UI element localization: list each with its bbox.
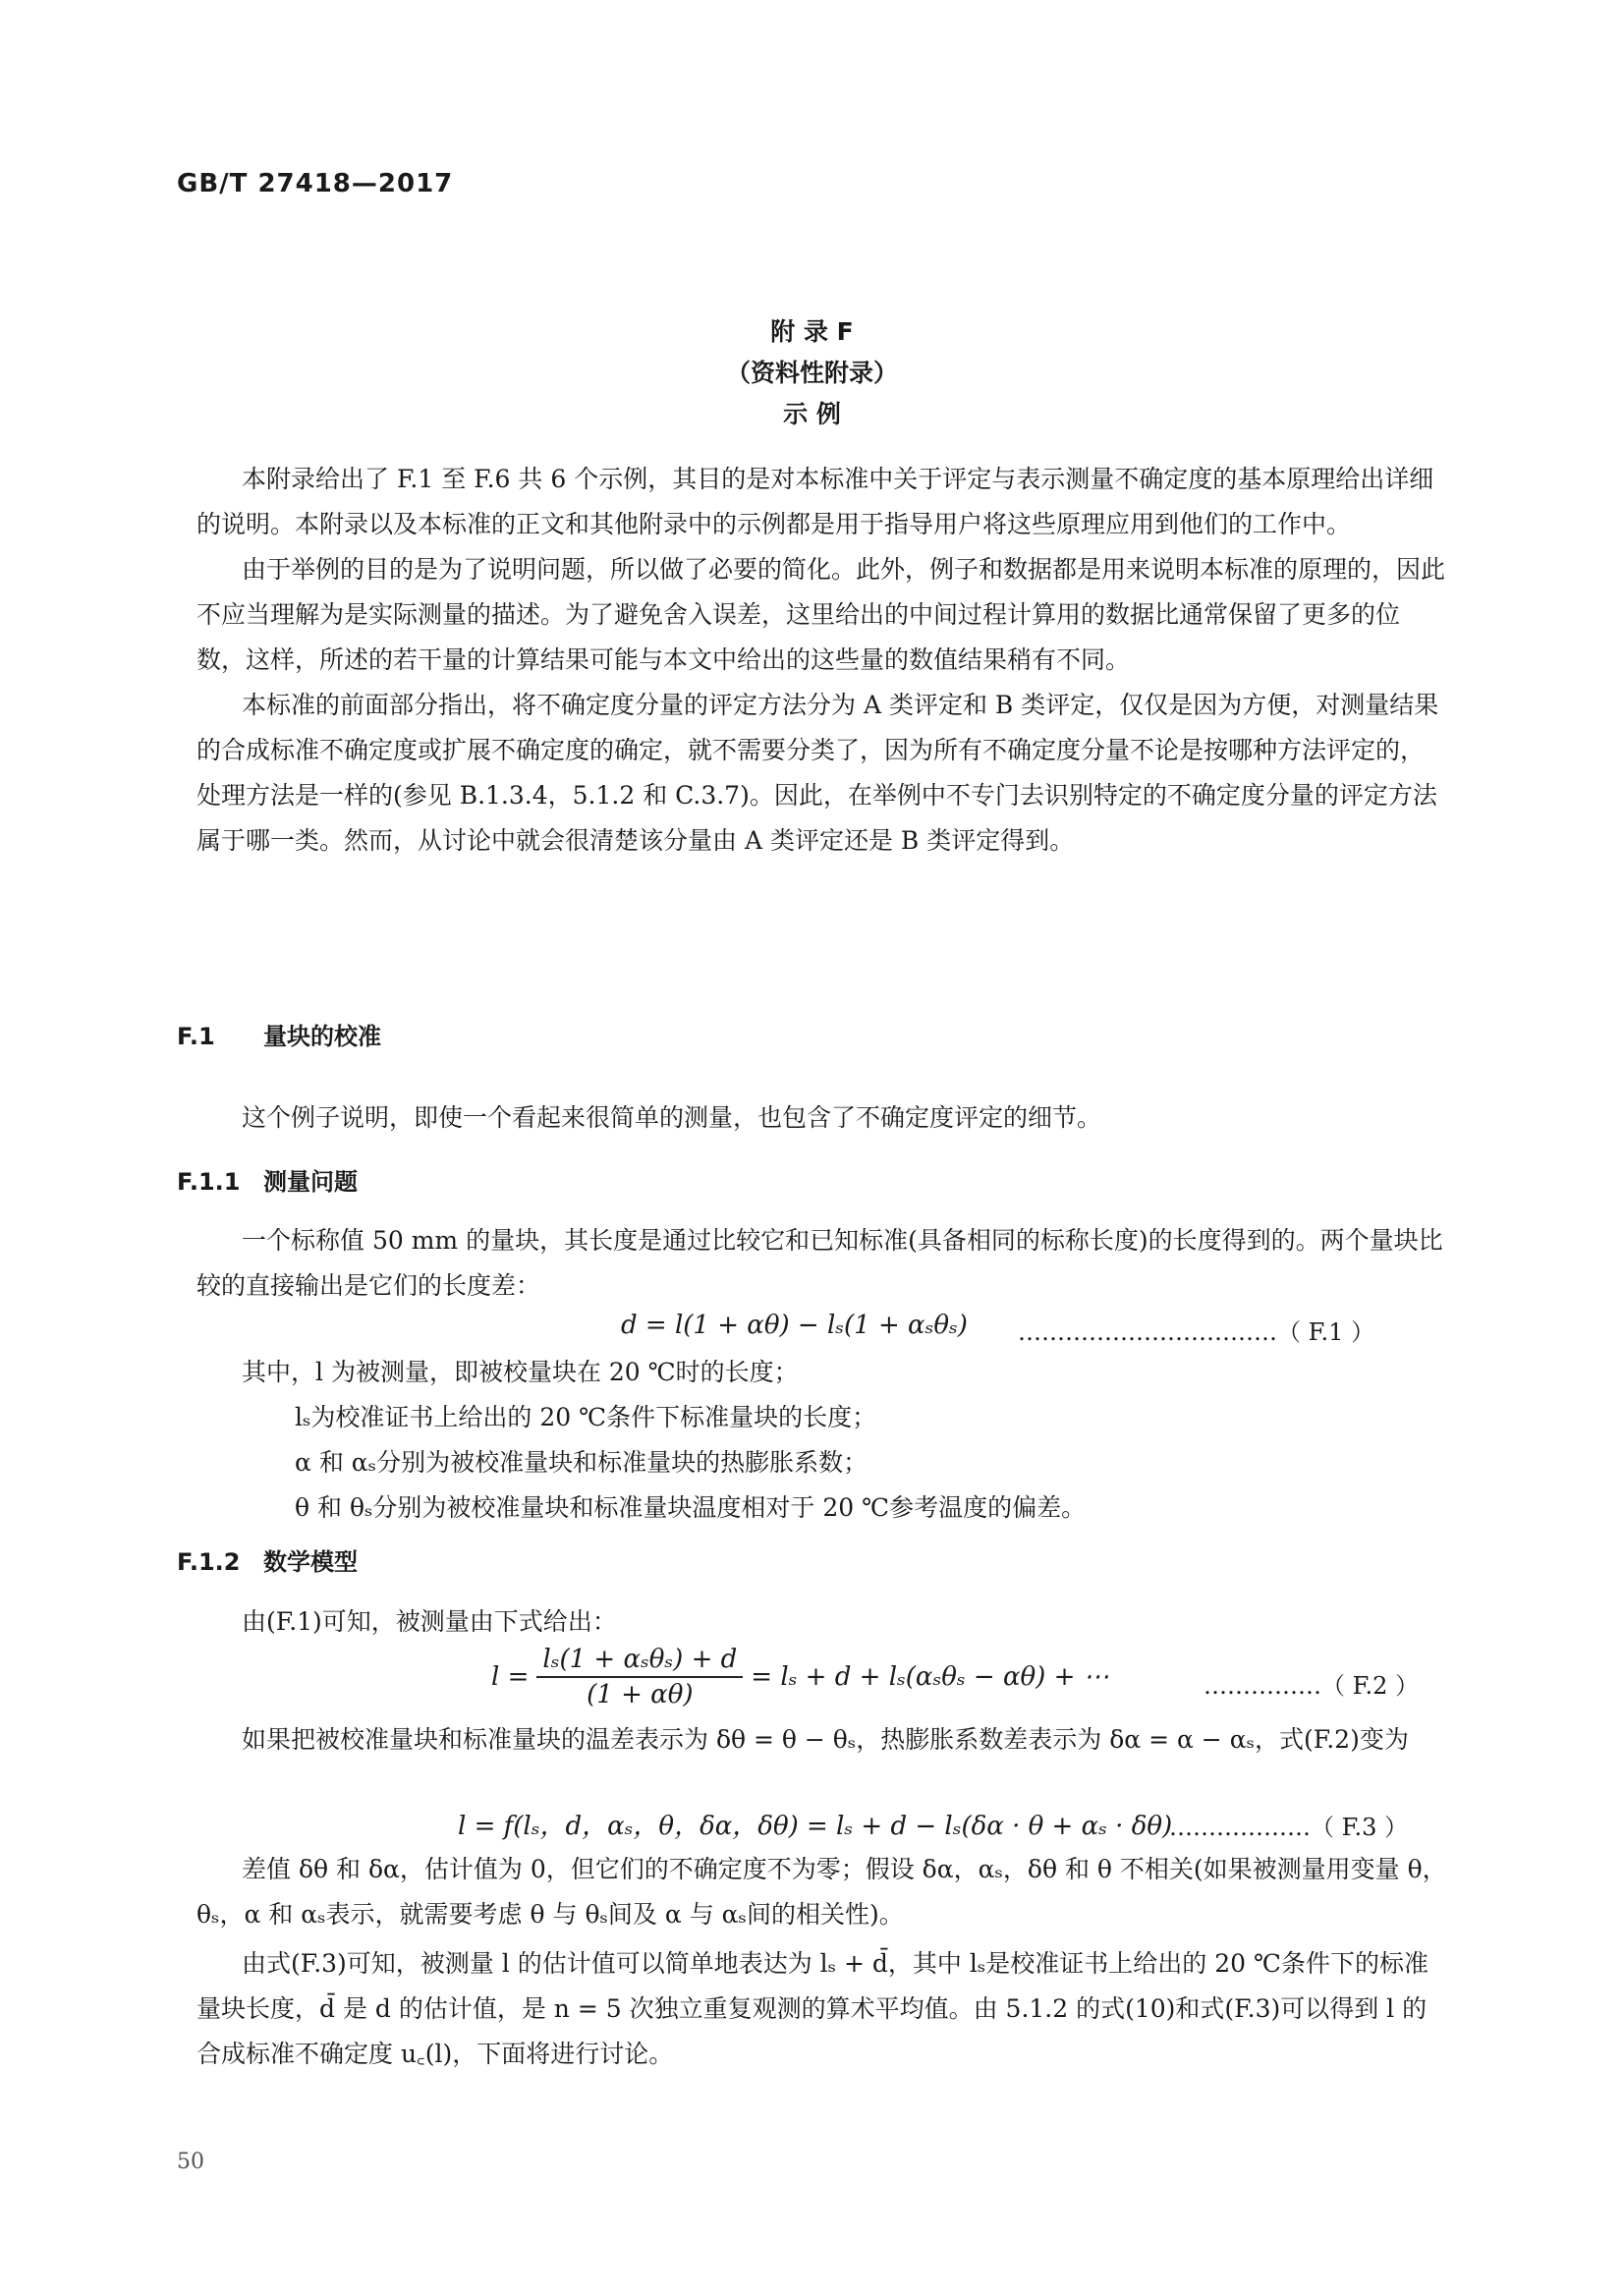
f11-paragraph: 一个标称值 50 mm 的量块，其长度是通过比较它和已知标准(具备相同的标称长度)的长度得到的。两个量块比较的直接输出是它们的长度差：	[196, 1226, 1443, 1300]
definition-item: lₛ为校准证书上给出的 20 ℃条件下标准量块的长度；	[295, 1403, 877, 1431]
section-number: F.1.1	[177, 1168, 241, 1196]
section-number: F.1	[177, 1023, 215, 1050]
paragraph: 由式(F.3)可知，被测量 l 的估计值可以简单地表达为 lₛ + d̄，其中 lₛ是校准证书上给出的 20 ℃条件下的标准量块长度，d̄ 是 d 的估计值，是 n = 5 次独立重复观测的算术平均值。由 5.1.2 的式(10)和式(F.3)可以得到 l 的合成标准不确定度 u꜀(l)，下面将进行讨论。	[196, 1949, 1428, 2068]
f11-definitions	[295, 1395, 1448, 1531]
intro-paragraph-2: 由于举例的目的是为了说明问题，所以做了必要的简化。此外，例子和数据都是用来说明本标准的原理的，因此不应当理解为是实际测量的描述。为了避免舍入误差，这里给出的中间过程计算用的数据比通常保留了更多的位数，这样，所述的若干量的计算结果可能与本文中给出的这些量的数值结果稍有不同。	[196, 555, 1446, 674]
section-title: 数学模型	[263, 1548, 358, 1576]
equation-f1: d = l(1 + αθ) − lₛ(1 + αₛθₛ)	[621, 1311, 968, 1340]
definition-item: θ 和 θₛ分别为被校准量块和标准量块温度相对于 20 ℃参考温度的偏差。	[295, 1493, 1087, 1522]
paragraph: 如果把被校准量块和标准量块的温差表示为 δθ = θ − θₛ，热膨胀系数差表示为 δα = α − αₛ，式(F.2)变为	[242, 1725, 1409, 1754]
intro-paragraph-1: 本附录给出了 F.1 至 F.6 共 6 个示例，其目的是对本标准中关于评定与表示测量不确定度的基本原理给出详细的说明。本附录以及本标准的正文和其他附录中的示例都是用于指导用户将这些原理应用到他们的工作中。	[196, 465, 1434, 538]
eq2-fraction	[536, 1645, 743, 1709]
f12-paragraph-1	[196, 1717, 1448, 1763]
section-title: 测量问题	[263, 1168, 358, 1196]
equation-f2	[491, 1645, 1109, 1709]
eq2-lhs: l =	[491, 1662, 530, 1692]
f12-paragraph-3	[196, 1941, 1448, 2077]
where-line: 其中，l 为被测量，即被校量块在 20 ℃时的长度；	[242, 1358, 799, 1386]
section-heading-f12	[177, 1542, 358, 1577]
f11-text	[196, 1218, 1448, 1309]
appendix-subtitle: （资料性附录）	[725, 359, 898, 387]
f11-where	[196, 1350, 1448, 1395]
standard-number: GB/T 27418—2017	[177, 169, 454, 198]
f1-paragraph: 这个例子说明，即使一个看起来很简单的测量，也包含了不确定度评定的细节。	[242, 1103, 1102, 1132]
eq2-rhs: = lₛ + d + lₛ(αₛθₛ − αθ) + ⋯	[751, 1662, 1109, 1692]
paragraph: 差值 δθ 和 δα，估计值为 0，但它们的不确定度不为零；假设 δα，αₛ，δθ 和 θ 不相关(如果被测量用变量 θ，θₛ，α 和 αₛ表示，就需要考虑 θ 与 θₛ间及 α 与 αₛ间的相关性)。	[196, 1855, 1447, 1929]
section-heading-f1	[177, 1017, 381, 1051]
section-number: F.1.2	[177, 1548, 241, 1576]
equation-number-f3: ………………（ F.3 ）	[1169, 1814, 1409, 1841]
eq2-numerator: lₛ(1 + αₛθₛ) + d	[536, 1645, 743, 1678]
section-title: 量块的校准	[263, 1023, 381, 1050]
intro-section	[196, 457, 1448, 864]
f1-text	[196, 1095, 1448, 1141]
equation-f3: l = f(lₛ，d，αₛ，θ，δα，δθ) = lₛ + d − lₛ(δα · θ + αₛ · δθ)	[458, 1812, 1173, 1841]
lead-line: 由(F.1)可知，被测量由下式给出：	[242, 1607, 617, 1636]
appendix-title: 附 录 F	[770, 317, 854, 346]
page-number: 50	[177, 2150, 204, 2174]
definition-item: α 和 αₛ分别为被校准量块和标准量块的热膨胀系数；	[295, 1448, 868, 1477]
f12-paragraph-2	[196, 1847, 1448, 1937]
appendix-name: 示 例	[783, 400, 841, 428]
section-heading-f11	[177, 1162, 358, 1197]
equation-number-f2: ……………（ F.2 ）	[1204, 1672, 1420, 1700]
equation-number-f1: ……………………………（ F.1 ）	[1018, 1318, 1375, 1346]
f12-lead	[196, 1599, 1448, 1645]
eq2-denominator: (1 + αθ)	[587, 1680, 694, 1709]
intro-paragraph-3: 本标准的前面部分指出，将不确定度分量的评定方法分为 A 类评定和 B 类评定，仅仅是因为方便，对测量结果的合成标准不确定度或扩展不确定度的确定，就不需要分类了，因为所有不确定度分量不论是按哪种方法评定的，处理方法是一样的(参见 B.1.3.4，5.1.2 和 C.3.7)。因此，在举例中不专门去识别特定的不确定度分量的评定方法属于哪一类。然而，从讨论中就会很清楚该分量由 A 类评定还是 B 类评定得到。	[196, 691, 1439, 855]
